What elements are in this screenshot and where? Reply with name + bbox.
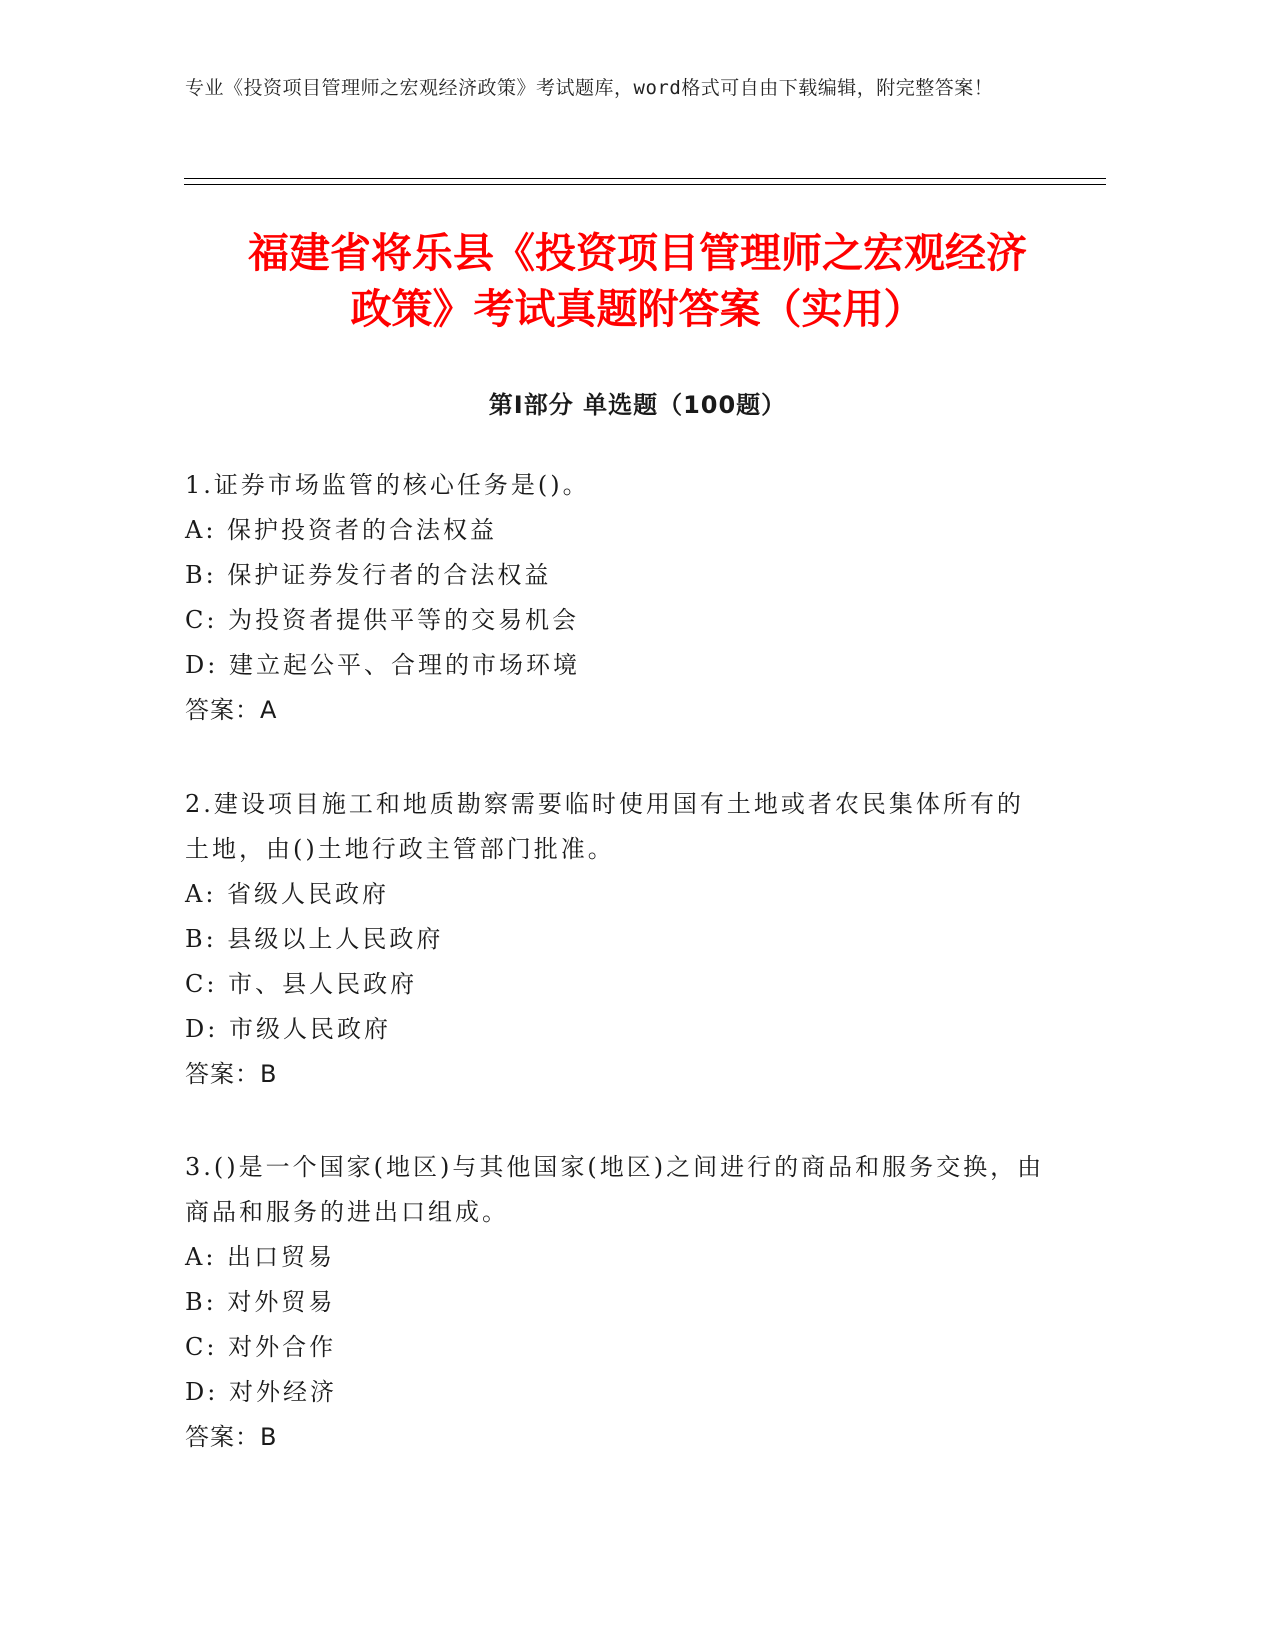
- option-b: B: 对外贸易: [185, 1288, 336, 1316]
- header-divider-top: [184, 178, 1106, 179]
- question-2: [185, 782, 1045, 1097]
- document-title-line-2: 政策》考试真题附答案（实用）: [350, 285, 925, 333]
- question-1: [185, 463, 1045, 733]
- answer: 答案：B: [185, 1423, 278, 1451]
- option-d: D: 市级人民政府: [185, 1015, 391, 1043]
- option-a: A: 保护投资者的合法权益: [185, 516, 498, 544]
- document-title: [140, 225, 1135, 337]
- question-3: [185, 1145, 1045, 1460]
- option-a: A: 出口贸易: [185, 1243, 336, 1271]
- option-c: C: 对外合作: [185, 1333, 337, 1361]
- question-stem: 3.()是一个国家(地区)与其他国家(地区)之间进行的商品和服务交换，由商品和服务的进出口组成。: [185, 1153, 1045, 1226]
- option-d: D: 对外经济: [185, 1378, 337, 1406]
- question-stem: 1.证券市场监管的核心任务是()。: [185, 471, 590, 499]
- answer: 答案：A: [185, 696, 278, 724]
- option-d: D: 建立起公平、合理的市场环境: [185, 651, 580, 679]
- header-divider-bottom: [184, 184, 1106, 185]
- answer: 答案：B: [185, 1060, 278, 1088]
- question-stem: 2.建设项目施工和地质勘察需要临时使用国有土地或者农民集体所有的土地，由()土地行政主管部门批准。: [185, 790, 1024, 863]
- section-heading: 第Ⅰ部分 单选题（100题）: [488, 391, 787, 419]
- document-title-line-1: 福建省将乐县《投资项目管理师之宏观经济: [248, 229, 1027, 277]
- option-c: C: 市、县人民政府: [185, 970, 418, 998]
- option-a: A: 省级人民政府: [185, 880, 390, 908]
- header-note: 专业《投资项目管理师之宏观经济政策》考试题库，word格式可自由下载编辑，附完整答案！: [185, 77, 994, 99]
- option-c: C: 为投资者提供平等的交易机会: [185, 606, 580, 634]
- option-b: B: 保护证券发行者的合法权益: [185, 561, 552, 589]
- option-b: B: 县级以上人民政府: [185, 925, 444, 953]
